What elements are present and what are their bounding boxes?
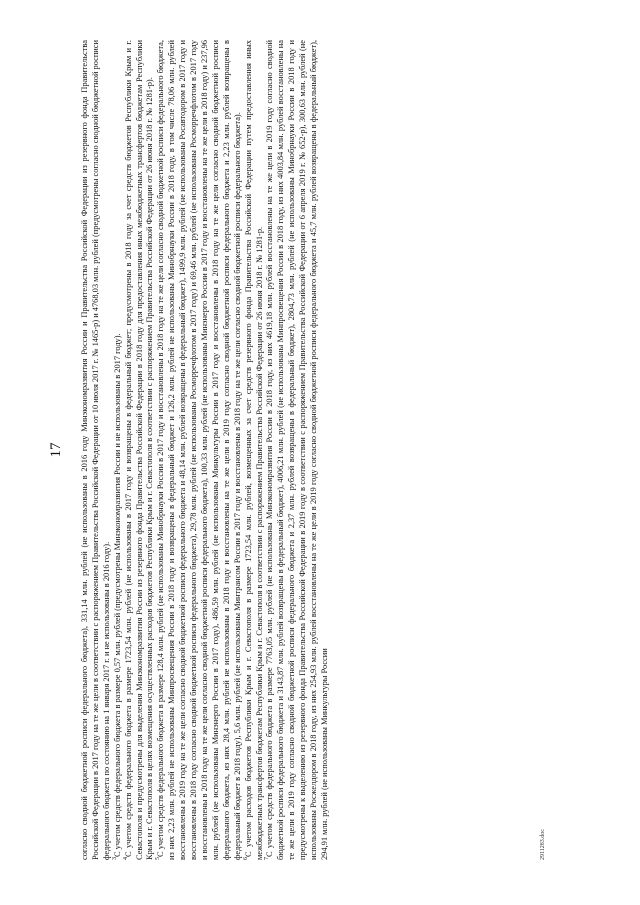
- footnote-mark: 4: [122, 857, 129, 860]
- footnote-paragraph: [156, 40, 243, 860]
- page-number: 17: [48, 442, 64, 458]
- footnote-text: С учетом средств федерального бюджета в размере 0,57 млн. рублей (предусмотрены Минэкономразвития России и не использованы в 2017 году).: [112, 333, 122, 857]
- footnote-mark: 5: [155, 857, 162, 860]
- footnote-paragraph: [80, 40, 113, 860]
- footnote-text: согласно сводной бюджетной росписи федерального бюджета), 331,14 млн. рублей (не использованы в 2016 году Минэкономразвития России и Правительства Российской Федерации из резервного фонда Правительства Российской Федерации в 2017 году на те же цели в соответствии с распоряжением Правительства Российской Федерации от 10 июля 2017 г. № 1465-р) и 4768,03 млн. рублей (предусмотрены согласно сводной бюджетной росписи федерального бюджета по состоянию на 1 января 2017 г. и не использованы в 2016 году).: [80, 40, 111, 860]
- rotated-sheet: [40, 40, 600, 860]
- footnote-text: С учетом средств федерального бюджета в размере 7763,05 млн. рублей (не использованы Минэкономразвития России в 2018 году, из них 4619,18 млн. рублей восстановлены на те же цели в 2019 году согласно сводной бюджетной росписи федерального бюджета и 3143,87 млн. рублей возвращены в федеральный бюджет), 4006,21 млн. рублей (не использованы Минпросвещения России в 2018 году, из них 4003,84 млн. рублей восстановлены на те же цели в 2019 году согласно сводной бюджетной росписи федерального бюджета и 2,37 млн. рублей возвращены в федеральный бюджет), 2804,73 млн. рублей (не использованы Минобрнауки России в 2018 году и предусмотрены к выделению из резервного фонда Правительства Российской Федерации в 2019 году в соответствии с распоряжением Правительства Российской Федерации от 6 апреля 2019 г. № 652-р), 300,63 млн. рублей (не использованы Росжелдором в 2018 году, из них 254,93 млн. рублей восстановлены на те же цели в 2019 году согласно сводной бюджетной росписи федерального бюджета и 45,7 млн. рублей возвращены в федеральный бюджет), 294,91 млн. рублей (не использованы Минкультуры России: [265, 40, 329, 860]
- footnote-text: С учетом расходов бюджетов Республики Крым и г. Севастополя в размере 1723,54 млн. рублей, возмещенных за счет средств резервного фонда Правительства Российской Федерации путем предоставления иных межбюджетных трансфертов бюджетам Республики Крым и г. Севастополя в соответствии с распоряжением Правительства Российской Федерации от 26 июня 2018 г. № 1281-р.: [243, 40, 264, 860]
- footnote-mark: 3: [111, 857, 118, 860]
- file-code: 2911283.doc: [540, 829, 546, 860]
- footnote-mark: 7: [264, 857, 271, 860]
- footnote-paragraph: [265, 40, 330, 860]
- footnotes-body: [80, 40, 331, 860]
- footnote-paragraph: [244, 40, 266, 860]
- footnote-paragraph: [113, 40, 124, 860]
- footnote-text: С учетом средств федерального бюджета в размере 128,4 млн. рублей (не использованы Минобрнауки России в 2017 году и восстановлены в 2018 году на те же цели согласно сводной бюджетной росписи федерального бюджета, из них 2,23 млн. рублей не использованы Минпросвещения России в 2018 году и возвращены в федеральный бюджет и 126,2 млн. рублей не использованы Минобрнауки России в 2018 году, в том числе 78,06 млн. рублей восстановлены в 2019 году на те же цели согласно сводной бюджетной росписи федерального бюджета и 48,14 млн. рублей возвращены в федеральный бюджет), 1499,9 млн. рублей (не использованы Росавтодором в 2017 году и восстановлены в 2018 году согласно сводной бюджетной росписи федерального бюджета), 29,78 млн. рублей (не использованы Росморречфлотом в 2017 году) и 69,46 млн. рублей (не использованы Росморречфлотом в 2017 году и восстановлены в 2018 году на те же цели согласно сводной бюджетной росписи федерального бюджета), 100,33 млн. рублей (не использованы Минэнерго России в 2017 году и восстановлены на те же цели в 2018 году) и 237,96 млн. рублей (не использованы Минэнерго России в 2017 году), 486,59 млн. рублей (не использованы Минкультуры России в 2017 году и восстановлены в 2018 году на те же цели согласно сводной бюджетной росписи федерального бюджета, из них 28,4 млн. рублей не использованы в 2018 году и восстановлены на те же цели в 2019 году согласно сводной бюджетной росписи федерального бюджета и 2,23 млн. рублей возвращены в федеральный бюджет в 2018 году), 5,6 млн. рублей (не использованы Минтрансом России в 2017 году и восстановлены в 2018 году на те же цели согласно сводной бюджетной росписи федерального бюджета).: [156, 40, 242, 860]
- footnote-mark: 6: [242, 857, 249, 860]
- footnote-text: С учетом средств федерального бюджета в размере 1723,54 млн. рублей (не использованы в 2017 году и возвращены в федеральный бюджет; предусмотрены в 2018 году за счет средств бюджетов Республики Крым и г. Севастополя и предусмотрены для выделения Минэкономразвития России из резервного фонда Правительства Российской Федерации в 2018 году для предоставления иных межбюджетных трансфертов бюджетам Республики Крым и г. Севастополя в целях возмещения осуществленных расходов бюджетов Республики Крым и г. Севастополя в соответствии с распоряжением Правительства Российской Федерации от 26 июня 2018 г. № 1281-р).: [123, 40, 155, 860]
- footnote-paragraph: [124, 40, 157, 860]
